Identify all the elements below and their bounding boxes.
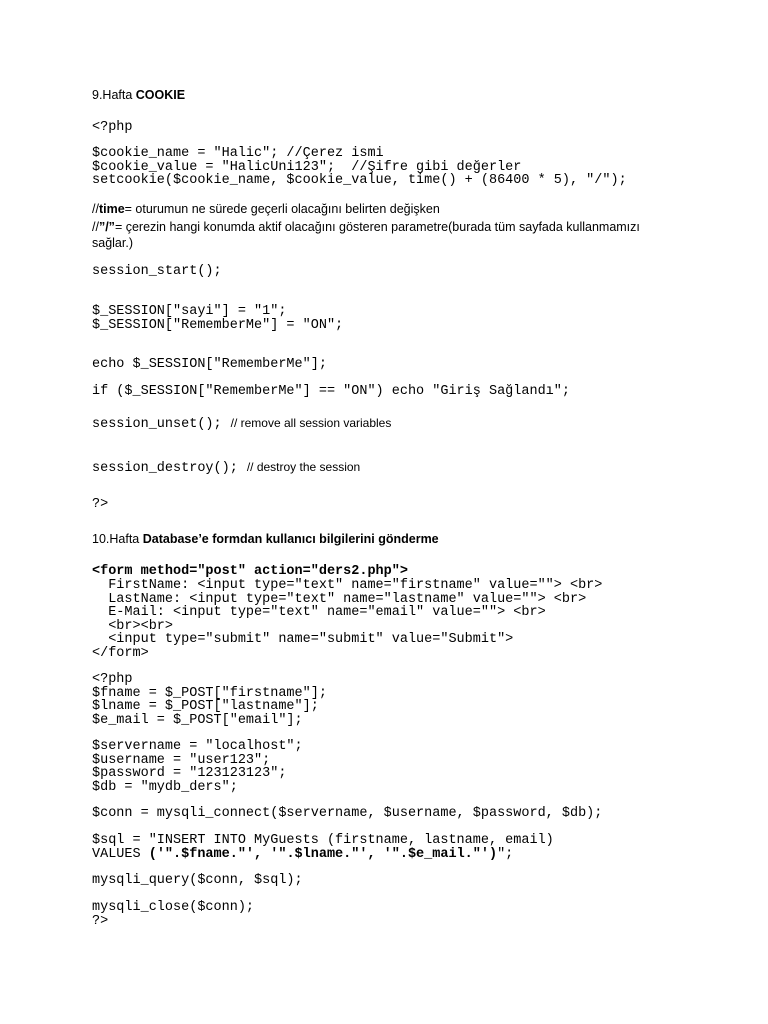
note-time-text: = oturumun ne sürede geçerli olacağını belirten değişken: [124, 202, 440, 216]
week10-heading-prefix: 10.Hafta: [92, 532, 143, 546]
form-line: FirstName: <input type="text" name="firstname" value=""> <br>: [92, 578, 603, 593]
post-line: $e_mail = $_POST["email"];: [92, 712, 303, 728]
db-line: $password = "123123123";: [92, 766, 287, 781]
destroy-comment: // destroy the session: [246, 460, 361, 474]
post-line: $lname = $_POST["lastname"];: [92, 699, 319, 714]
db-line: $db = "mydb_ders";: [92, 779, 238, 795]
conn-line: $conn = mysqli_connect($servername, $username, $password, $db);: [92, 806, 603, 821]
echo-line: echo $_SESSION["RememberMe"];: [92, 357, 327, 372]
db-line: $servername = "localhost";: [92, 739, 303, 754]
week10-php-open: <?php: [92, 672, 133, 687]
form-line: <input type="submit" name="submit" value="Submit">: [92, 632, 514, 647]
destroy-code: session_destroy();: [92, 461, 238, 476]
form-line: E-Mail: <input type="text" name="email" value=""> <br>: [92, 605, 546, 620]
sql-values-suffix: ";: [497, 846, 514, 862]
unset-comment: // remove all session variables: [230, 416, 392, 430]
note-path-text: = çerezin hangi konumda aktif olacağını gösteren parametre(burada tüm sayfada kullanmamızı: [114, 220, 640, 234]
close-line: mysqli_close($conn);: [92, 900, 255, 915]
note-path-bold: ”/”: [98, 220, 115, 234]
session-line: $_SESSION["sayi"] = "1";: [92, 304, 287, 319]
week9-heading-prefix: 9.Hafta: [92, 88, 136, 102]
note-path-cont: sağlar.): [92, 236, 133, 250]
week10-heading-bold: Database’e formdan kullanıcı bilgilerini gönderme: [142, 532, 439, 546]
sql-values-prefix: VALUES: [92, 846, 149, 862]
query-line: mysqli_query($conn, $sql);: [92, 873, 303, 888]
note-time-bold: time: [98, 202, 125, 216]
cookie-line: $cookie_name = "Halic"; //Çerez ismi: [92, 146, 384, 161]
sql-line-1: $sql = "INSERT INTO MyGuests (firstname, lastname, email): [92, 833, 554, 848]
note-time: [92, 202, 440, 216]
note-path: [92, 220, 640, 234]
note-path-prefix: //: [92, 220, 99, 234]
week9-heading-bold: COOKIE: [135, 88, 186, 102]
if-line: if ($_SESSION["RememberMe"] == "ON") echo "Giriş Sağlandı";: [92, 384, 570, 399]
sql-values-bold: ('".$fname."', '".$lname."', '".$e_mail."'): [148, 846, 498, 862]
session-start: session_start();: [92, 264, 222, 279]
cookie-line: $cookie_value = "HalicUni123"; //Şifre gibi değerler: [92, 159, 522, 175]
unset-code: session_unset();: [92, 417, 222, 432]
post-line: $fname = $_POST["firstname"];: [92, 685, 327, 701]
form-line: </form>: [92, 645, 149, 661]
destroy-line: [92, 458, 360, 476]
db-line: $username = "user123";: [92, 752, 271, 768]
form-open: <form method="post" action="ders2.php">: [92, 564, 408, 579]
session-line: $_SESSION["RememberMe"] = "ON";: [92, 317, 344, 333]
week10-heading: [92, 532, 439, 546]
sql-line-2: [92, 848, 513, 862]
note-time-prefix: //: [92, 202, 99, 216]
week10-php-close: ?>: [92, 913, 109, 929]
week9-php-close: ?>: [92, 497, 109, 512]
week9-php-open: <?php: [92, 120, 133, 135]
cookie-line: setcookie($cookie_name, $cookie_value, time() + (86400 * 5), "/");: [92, 173, 627, 188]
week9-heading: [92, 88, 185, 102]
form-line: <br><br>: [92, 618, 174, 634]
unset-line: [92, 414, 391, 432]
form-line: LastName: <input type="text" name="lastname" value=""> <br>: [92, 591, 587, 607]
